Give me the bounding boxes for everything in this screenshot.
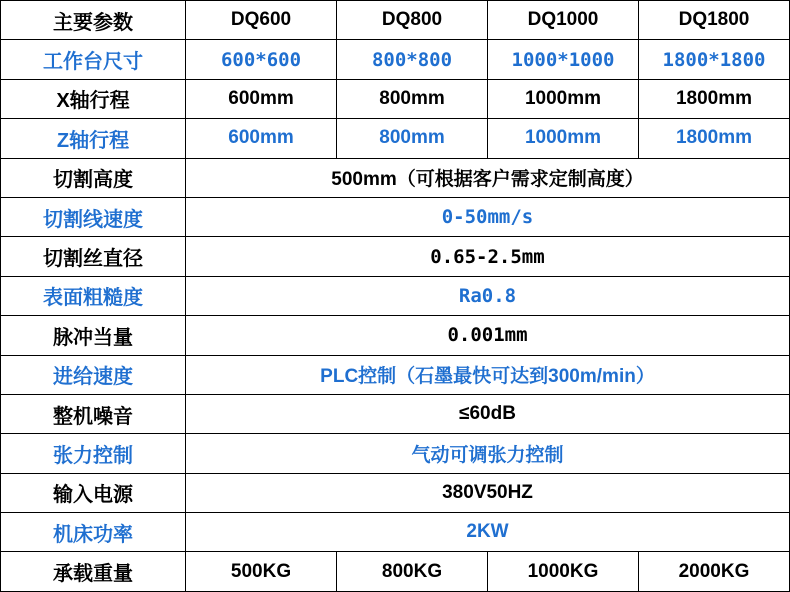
row-label: 整机噪音	[1, 394, 186, 433]
row-label: 张力控制	[1, 434, 186, 473]
table-row	[1, 355, 790, 394]
table-row	[1, 513, 790, 552]
row-value: 500mm（可根据客户需求定制高度）	[186, 158, 790, 197]
row-value: 1800*1800	[639, 40, 790, 79]
row-value: 0.65-2.5mm	[186, 237, 790, 276]
table-row	[1, 197, 790, 236]
row-label: Z轴行程	[1, 119, 186, 158]
row-label: 进给速度	[1, 355, 186, 394]
row-value: 600mm	[186, 79, 337, 118]
row-value: 1000*1000	[488, 40, 639, 79]
row-value: 800KG	[337, 552, 488, 592]
row-label: 切割线速度	[1, 197, 186, 236]
row-label: 承载重量	[1, 552, 186, 592]
table-row	[1, 119, 790, 158]
row-value: 1000mm	[488, 119, 639, 158]
row-value: 800*800	[337, 40, 488, 79]
row-label: 输入电源	[1, 473, 186, 512]
row-value: Ra0.8	[186, 276, 790, 315]
header-model-dq600: DQ600	[186, 1, 337, 40]
row-value: 1800mm	[639, 79, 790, 118]
table-row	[1, 394, 790, 433]
row-value: 2KW	[186, 513, 790, 552]
row-value: 1000mm	[488, 79, 639, 118]
table-row	[1, 276, 790, 315]
header-model-dq1800: DQ1800	[639, 1, 790, 40]
header-model-dq800: DQ800	[337, 1, 488, 40]
header-model-dq1000: DQ1000	[488, 1, 639, 40]
row-value: 600mm	[186, 119, 337, 158]
row-label: 切割丝直径	[1, 237, 186, 276]
table-row	[1, 237, 790, 276]
row-value: 800mm	[337, 119, 488, 158]
table-header-row	[1, 1, 790, 40]
row-label: X轴行程	[1, 79, 186, 118]
row-value: PLC控制（石墨最快可达到300m/min）	[186, 355, 790, 394]
row-label: 切割高度	[1, 158, 186, 197]
table-row	[1, 40, 790, 79]
row-value: 0-50mm/s	[186, 197, 790, 236]
header-label-cell: 主要参数	[1, 1, 186, 40]
row-label: 工作台尺寸	[1, 40, 186, 79]
table-body	[1, 1, 790, 592]
table-row	[1, 79, 790, 118]
table-row	[1, 473, 790, 512]
row-value: 380V50HZ	[186, 473, 790, 512]
row-value: 0.001mm	[186, 316, 790, 355]
table-row	[1, 316, 790, 355]
row-value: 气动可调张力控制	[186, 434, 790, 473]
table-row	[1, 552, 790, 592]
row-value: 1000KG	[488, 552, 639, 592]
row-value: 800mm	[337, 79, 488, 118]
row-label: 机床功率	[1, 513, 186, 552]
table-row	[1, 158, 790, 197]
row-label: 脉冲当量	[1, 316, 186, 355]
table-row	[1, 434, 790, 473]
row-value: 500KG	[186, 552, 337, 592]
row-value: 600*600	[186, 40, 337, 79]
row-label: 表面粗糙度	[1, 276, 186, 315]
row-value: 1800mm	[639, 119, 790, 158]
row-value: 2000KG	[639, 552, 790, 592]
row-value: ≤60dB	[186, 394, 790, 433]
